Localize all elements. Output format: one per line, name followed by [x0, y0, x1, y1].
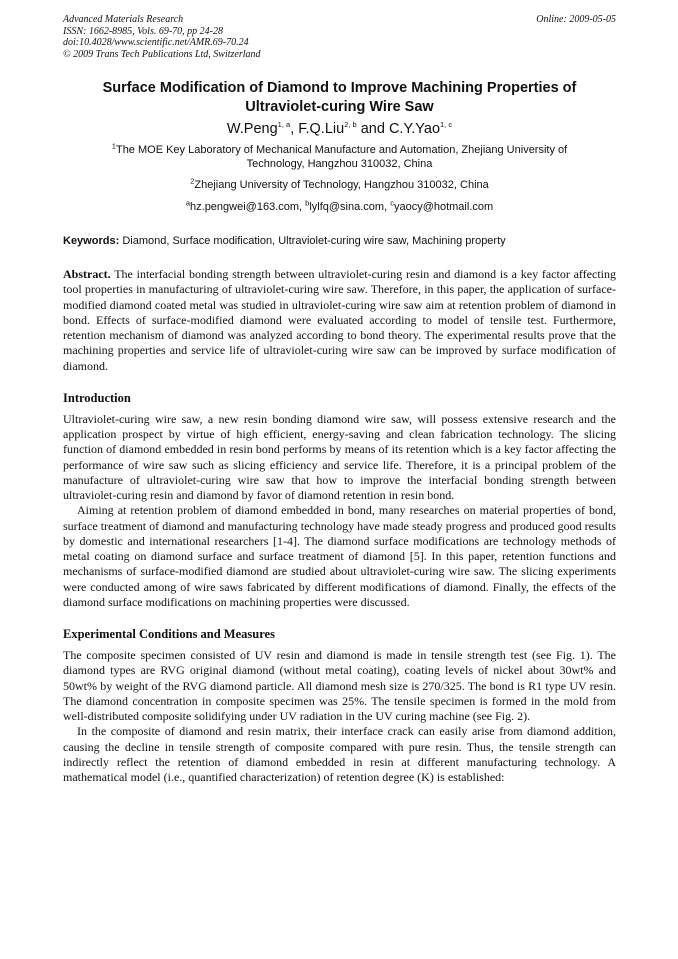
- keywords-label: Keywords:: [63, 235, 120, 247]
- abstract: [63, 267, 616, 374]
- email-separator: ,: [299, 201, 306, 213]
- title-line-2: Ultraviolet-curing Wire Saw: [245, 99, 434, 115]
- doi-link[interactable]: doi:10.4028/www.scientific.net/AMR.69-70.24: [63, 37, 249, 48]
- email-address[interactable]: yaocy@hotmail.com: [393, 201, 494, 213]
- issn-line: ISSN: 1662-8985, Vols. 69-70, pp 24-28: [63, 25, 223, 37]
- author-name: W.Peng: [226, 121, 278, 137]
- experimental-paragraph-2: In the composite of diamond and resin matrix, their interface crack can easily arise from diamond addition, causing the decline in tensile strength of composite compared with pure resin. Thus, the tensile strength can indirectly reflect the retention of diamond embedded in resin at different manufacturing technology. A mathematical model (i.e., quantified characterization) of retention degree (K) is established:: [63, 724, 616, 784]
- affiliation-marker: 2: [190, 176, 195, 186]
- introduction-heading: Introduction: [63, 390, 131, 405]
- email-list: [63, 200, 616, 214]
- email-address[interactable]: lylfq@sina.com: [309, 201, 385, 213]
- author-name: C.Y.Yao: [388, 121, 441, 137]
- author-marker: 2, b: [344, 120, 357, 130]
- affiliation-1-line-1: The MOE Key Laboratory of Mechanical Manufacture and Automation, Zhejiang University of: [115, 144, 568, 156]
- affiliation-2-text: Zhejiang University of Technology, Hangzhou 310032, China: [194, 179, 489, 191]
- author-marker: 1, a: [277, 120, 291, 130]
- introduction-paragraph-1: Ultraviolet-curing wire saw, a new resin bonding diamond wire saw, will possess extensive research and the application prospect by virtue of high efficient, energy-saving and clean fabrication technology. The slicing function of diamond embedded in resin bond performs by means of its retention which is a key factor affecting the performance of wire saw such as slicing efficiency and service life. Therefore, it is a principal problem of the manufacture of ultraviolet-curing wire saw that how to improve the interfacial bonding strength between ultraviolet-curing resin and diamond by favor of diamond retention in resin bond.: [63, 411, 616, 502]
- author-marker: 1, c: [440, 120, 453, 130]
- email-marker: b: [305, 198, 310, 208]
- journal-info: [63, 14, 261, 60]
- author-name: F.Q.Liu: [298, 121, 345, 137]
- introduction-paragraph-2: Aiming at retention problem of diamond embedded in bond, many researches on material properties of bond, surface treatment of diamond and manufacturing technology have made steady progress and produced good results by domestic and international researchers [1-4]. The diamond surface modifications are technology methods of metal coating on diamond surface and surface treatment of diamond [5]. In this paper, retention functions and mechanisms of surface-modified diamond are studied about ultraviolet-curing wire saw. The slicing experiments were conducted among of wire saws fabricated by different modifications of diamond. Finally, the effects of the diamond surface modifications on machining properties were discussed.: [63, 503, 616, 609]
- author-list: [63, 120, 616, 138]
- journal-name: Advanced Materials Research: [63, 14, 184, 25]
- paper-title: [63, 79, 616, 117]
- experimental-heading: Experimental Conditions and Measures: [63, 627, 275, 641]
- email-separator: ,: [384, 201, 391, 213]
- affiliation-marker: 1: [111, 141, 116, 151]
- journal-header: [63, 14, 616, 60]
- affiliation-1-line-2: Technology, Hangzhou 310032, China: [246, 158, 433, 170]
- email-marker: c: [390, 198, 394, 208]
- email-marker: a: [185, 198, 191, 208]
- copyright-line: © 2009 Trans Tech Publications Ltd, Switzerland: [63, 48, 261, 60]
- keywords: [63, 234, 616, 248]
- title-line-1: Surface Modification of Diamond to Improve Machining Properties of: [102, 80, 577, 96]
- email-address[interactable]: hz.pengwei@163.com: [190, 201, 300, 213]
- keywords-text: Diamond, Surface modification, Ultraviolet-curing wire saw, Machining property: [122, 235, 506, 247]
- abstract-label: Abstract.: [63, 267, 111, 281]
- author-separator: and: [356, 121, 389, 137]
- affiliation-2: [63, 178, 616, 192]
- abstract-text: The interfacial bonding strength between ultraviolet-curing resin and diamond is a key factor affecting tool properties in manufacturing of ultraviolet-curing wire saw. Therefore, in this paper, the application of surface-modified diamond coated metal was studied in ultraviolet-curing wire saw aim at retention problem of diamond in bond. Effects of surface-modified diamond were evaluated according to model of tensile test. Furthermore, retention mechanism of diamond was analyzed according to bond theory. The experimental results prove that the machining properties and service life of ultraviolet-curing wire saw can be improved by surface modification of diamond.: [63, 267, 616, 373]
- experimental-paragraph-1: The composite specimen consisted of UV resin and diamond is made in tensile strength test (see Fig. 1). The diamond types are RVG original diamond (without metal coating), coating levels of nickel about 30wt% and 50wt% by weight of the RVG diamond particle. All diamond mesh size is 270/325. The bond is R1 type UV resin. The diamond concentration in composite specimen was 25%. The tensile specimen is formed in the mold from well-distributed composite solidifying under UV radiation in the UV curing machine (see Fig. 2).: [63, 648, 616, 723]
- affiliation-1: [63, 143, 616, 171]
- paper-page: [63, 14, 616, 785]
- author-separator: ,: [290, 121, 299, 137]
- online-date: Online: 2009-05-05: [536, 14, 616, 25]
